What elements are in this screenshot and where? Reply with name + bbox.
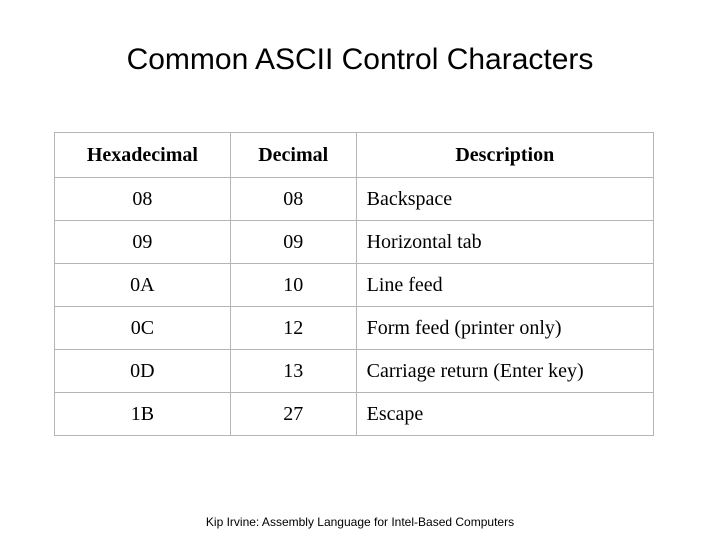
table-row	[55, 350, 654, 393]
decimal-cell: 13	[230, 350, 356, 393]
description-cell: Line feed	[356, 264, 653, 307]
ascii-control-table	[54, 132, 654, 436]
header-hexadecimal: Hexadecimal	[55, 133, 231, 178]
description-cell: Backspace	[356, 178, 653, 221]
table-row	[55, 178, 654, 221]
hex-cell: 0A	[55, 264, 231, 307]
description-cell: Form feed (printer only)	[356, 307, 653, 350]
description-cell: Horizontal tab	[356, 221, 653, 264]
hex-cell: 08	[55, 178, 231, 221]
hex-cell: 1B	[55, 393, 231, 436]
table-header-row	[55, 133, 654, 178]
header-description: Description	[356, 133, 653, 178]
hex-cell: 09	[55, 221, 231, 264]
table-row	[55, 393, 654, 436]
table-row	[55, 264, 654, 307]
hex-cell: 0C	[55, 307, 231, 350]
decimal-cell: 10	[230, 264, 356, 307]
hex-cell: 0D	[55, 350, 231, 393]
description-cell: Escape	[356, 393, 653, 436]
header-decimal: Decimal	[230, 133, 356, 178]
decimal-cell: 09	[230, 221, 356, 264]
slide-title: Common ASCII Control Characters	[126, 43, 594, 76]
table-row	[55, 221, 654, 264]
footer-credit: Kip Irvine: Assembly Language for Intel-Based Computers	[205, 515, 515, 529]
description-cell: Carriage return (Enter key)	[356, 350, 653, 393]
decimal-cell: 27	[230, 393, 356, 436]
table-row	[55, 307, 654, 350]
decimal-cell: 12	[230, 307, 356, 350]
decimal-cell: 08	[230, 178, 356, 221]
